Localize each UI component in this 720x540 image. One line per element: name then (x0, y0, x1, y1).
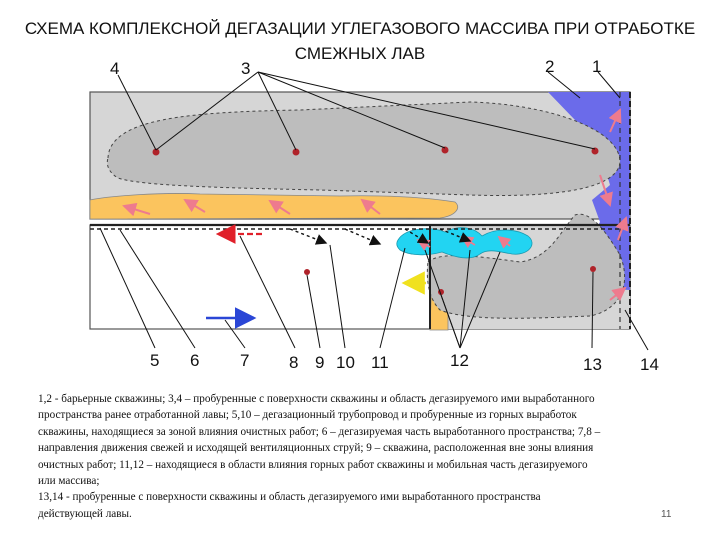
label-2: 2 (545, 57, 555, 76)
label-9: 9 (315, 353, 325, 372)
label-4: 4 (110, 59, 120, 78)
active-zone-well-dot (590, 266, 596, 272)
label-3: 3 (241, 59, 251, 78)
label-11: 11 (371, 353, 389, 372)
label-13: 13 (583, 355, 602, 374)
title-line-2: СМЕЖНЫХ ЛАВ (294, 44, 426, 63)
well-outside-zone-dot (304, 269, 310, 275)
degassed-goaf-part (90, 193, 458, 219)
label-7: 7 (240, 351, 250, 370)
caption-line: пространства ранее отработанной лавы; 5,10 – дегазационный трубопровод и пробуренные из горных выработок (38, 409, 577, 422)
mobile-degassed-zone (397, 228, 532, 258)
caption-line: действующей лавы. (38, 507, 132, 520)
caption-line: или массива; (38, 475, 100, 488)
legend-caption (38, 391, 698, 522)
label-12: 12 (450, 351, 469, 370)
label-8: 8 (289, 353, 299, 372)
caption-line: 1,2 - барьерные скважины; 3,4 – пробуренные с поверхности скважины и область дегазируемого ими выработанного (38, 393, 595, 405)
caption-line: 13,14 - пробуренные с поверхности скважины и область дегазируемого ими выработанного пространства (38, 491, 541, 504)
caption-line: очистных работ; 11,12 – находящиеся в области влияния горных работ скважины и мобильная часть дегазируемого (38, 458, 588, 471)
label-5: 5 (150, 351, 160, 370)
page-number: 11 (661, 509, 672, 520)
label-6: 6 (190, 351, 200, 370)
caption-line: направления движения свежей и исходящей вентиляционных струй; 9 – скважина, расположенная вне зоны влияния (38, 442, 594, 455)
label-1: 1 (592, 57, 602, 76)
label-10: 10 (336, 353, 355, 372)
caption-line: скважины, находящиеся за зоной влияния очистных работ; 6 – дегазируемая часть выработанного пространства; 7,8 – (38, 425, 601, 438)
label-14: 14 (640, 355, 659, 374)
title-line-1: СХЕМА КОМПЛЕКСНОЙ ДЕГАЗАЦИИ УГЛЕГАЗОВОГО МАССИВА ПРИ ОТРАБОТКЕ (24, 19, 696, 38)
